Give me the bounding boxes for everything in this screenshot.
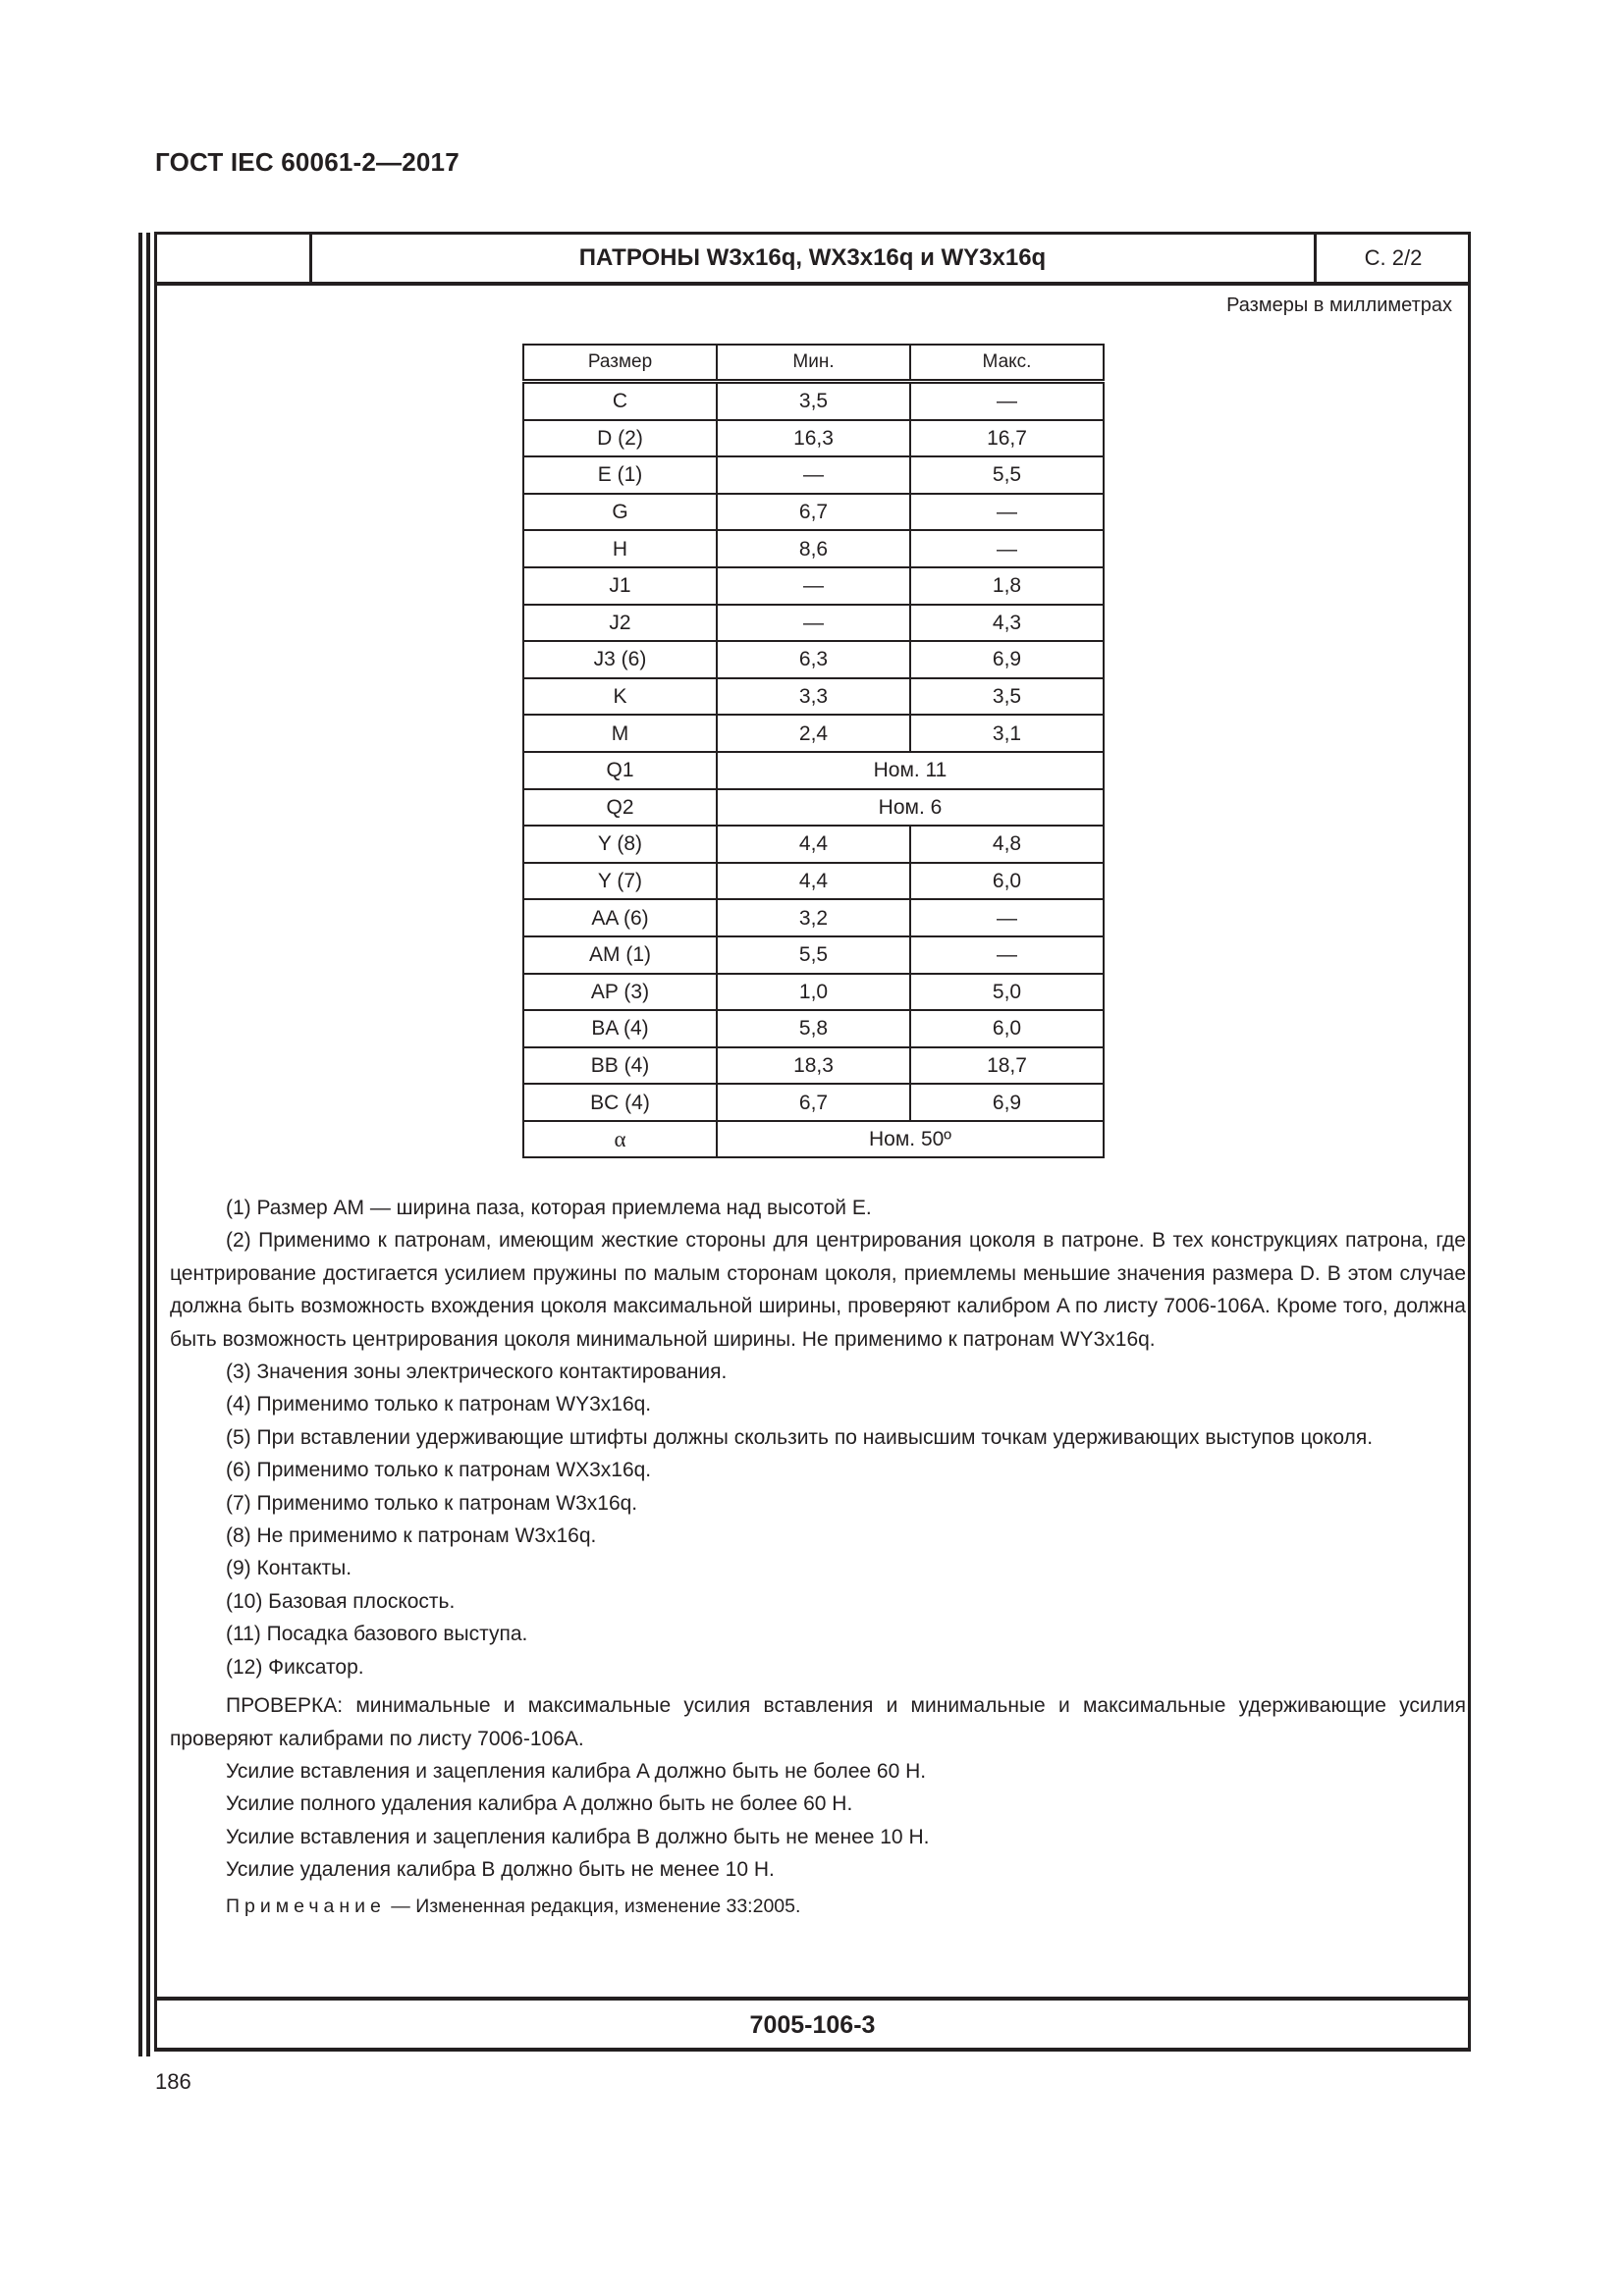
table-row bbox=[523, 1047, 1104, 1085]
standard-code-heading: ГОСТ IEC 60061-2—2017 bbox=[155, 147, 460, 177]
note-2: (2) Применимо к патронам, имеющим жесткие стороны для центрирования цоколя в патроне. В тех конструкциях патрона, где центрирование достигается усилием пружины по малым сторонам цоколя, приемлемы меньшие значения размера D. В этом случае должна быть возможность вхождения цоколя максимальной ширины, проверяют калибром A по листу 7006-106A. Кроме того, должна быть возможность центрирования цоколя минимальной ширины. Не применимо к патронам WY3x16q. bbox=[170, 1229, 1466, 1351]
cell-dimension: Q1 bbox=[523, 752, 717, 789]
table-row bbox=[523, 678, 1104, 716]
cell-dimension: BA (4) bbox=[523, 1010, 717, 1047]
cell-min: 18,3 bbox=[717, 1047, 910, 1085]
cell-min: 4,4 bbox=[717, 826, 910, 863]
cell-max: 6,9 bbox=[910, 1084, 1104, 1121]
table-row bbox=[523, 715, 1104, 752]
notes-section bbox=[170, 1192, 1466, 1923]
cell-dimension: Y (8) bbox=[523, 826, 717, 863]
frame-outer-line-2 bbox=[146, 233, 150, 2056]
note-5: (5) При вставлении удерживающие штифты должны скользить по наивысшим точкам удерживающих выступов цоколя. bbox=[226, 1425, 1374, 1449]
cell-dimension: H bbox=[523, 530, 717, 567]
cell-dimension: AP (3) bbox=[523, 974, 717, 1011]
cell-dimension: C bbox=[523, 382, 717, 420]
cell-dimension: Y (7) bbox=[523, 863, 717, 900]
cell-min: 3,3 bbox=[717, 678, 910, 716]
cell-dimension: E (1) bbox=[523, 456, 717, 494]
table-row bbox=[523, 641, 1104, 678]
cell-max: 5,5 bbox=[910, 456, 1104, 494]
table-row bbox=[523, 382, 1104, 420]
cell-max: — bbox=[910, 899, 1104, 936]
cell-max: — bbox=[910, 530, 1104, 567]
note-12: (12) Фиксатор. bbox=[226, 1655, 364, 1679]
page-number: 186 bbox=[155, 2069, 191, 2094]
cell-max: 4,3 bbox=[910, 605, 1104, 642]
note-6: (6) Применимо только к патронам WX3x16q. bbox=[226, 1459, 652, 1482]
sheet-page-indicator: С. 2/2 bbox=[1364, 245, 1423, 270]
cell-max: 4,8 bbox=[910, 826, 1104, 863]
cell-min: 16,3 bbox=[717, 420, 910, 457]
cell-min: 4,4 bbox=[717, 863, 910, 900]
table-row bbox=[523, 494, 1104, 531]
cell-min: 6,7 bbox=[717, 1084, 910, 1121]
cell-min: — bbox=[717, 456, 910, 494]
table-row bbox=[523, 899, 1104, 936]
table-row bbox=[523, 1121, 1104, 1158]
cell-max: 6,0 bbox=[910, 1010, 1104, 1047]
remark-text: Измененная редакция, изменение 33:2005. bbox=[415, 1895, 801, 1917]
table-row bbox=[523, 826, 1104, 863]
verification-line: Усилие полного удаления калибра A должно быть не более 60 Н. bbox=[226, 1792, 853, 1816]
cell-max: — bbox=[910, 382, 1104, 420]
cell-max: 3,1 bbox=[910, 715, 1104, 752]
verification-paragraph: ПРОВЕРКА: минимальные и максимальные усилия вставления и минимальные и максимальные удерживающие усилия проверяют калибрами по листу 7006-106A. bbox=[170, 1694, 1466, 1750]
table-row bbox=[523, 1010, 1104, 1047]
cell-max: 6,9 bbox=[910, 641, 1104, 678]
cell-dimension-alpha: α bbox=[523, 1121, 717, 1158]
cell-max: 1,8 bbox=[910, 567, 1104, 605]
table-row bbox=[523, 456, 1104, 494]
note-10: (10) Базовая плоскость. bbox=[226, 1589, 456, 1613]
cell-max: — bbox=[910, 494, 1104, 531]
cell-min: 6,7 bbox=[717, 494, 910, 531]
cell-min: 1,0 bbox=[717, 974, 910, 1011]
frame-outer-line-1 bbox=[138, 233, 142, 2056]
units-note: Размеры в миллиметрах bbox=[1226, 294, 1452, 316]
frame-right-border bbox=[1468, 233, 1471, 2052]
cell-min: 6,3 bbox=[717, 641, 910, 678]
verification-line: Усилие вставления и зацепления калибра A должно быть не более 60 Н. bbox=[226, 1759, 927, 1783]
cell-min: 5,5 bbox=[717, 936, 910, 974]
note-4: (4) Применимо только к патронам WY3x16q. bbox=[226, 1393, 652, 1416]
cell-dimension: D (2) bbox=[523, 420, 717, 457]
column-header-max: Макс. bbox=[910, 345, 1104, 382]
cell-dimension: M bbox=[523, 715, 717, 752]
cell-dimension: J2 bbox=[523, 605, 717, 642]
cell-dimension: BB (4) bbox=[523, 1047, 717, 1085]
sheet-title: ПАТРОНЫ W3x16q, WX3x16q и WY3x16q bbox=[578, 244, 1047, 271]
table-row bbox=[523, 936, 1104, 974]
table-header-row bbox=[523, 345, 1104, 382]
cell-min: 5,8 bbox=[717, 1010, 910, 1047]
cell-dimension: Q2 bbox=[523, 789, 717, 827]
cell-min: 8,6 bbox=[717, 530, 910, 567]
cell-nominal: Ном. 6 bbox=[717, 789, 1104, 827]
cell-dimension: J1 bbox=[523, 567, 717, 605]
sheet-code: 7005-106-3 bbox=[749, 2010, 876, 2039]
column-header-min: Мин. bbox=[717, 345, 910, 382]
cell-nominal: Ном. 11 bbox=[717, 752, 1104, 789]
table-row bbox=[523, 420, 1104, 457]
cell-dimension: K bbox=[523, 678, 717, 716]
cell-nominal: Ном. 50º bbox=[717, 1121, 1104, 1158]
dimensions-table bbox=[522, 344, 1105, 1158]
cell-min: 2,4 bbox=[717, 715, 910, 752]
remark bbox=[170, 1891, 1466, 1923]
cell-dimension: J3 (6) bbox=[523, 641, 717, 678]
note-8: (8) Не применимо к патронам W3x16q. bbox=[226, 1524, 597, 1548]
note-1: (1) Размер AM — ширина паза, которая приемлема над высотой E. bbox=[226, 1197, 872, 1219]
cell-min: 3,2 bbox=[717, 899, 910, 936]
remark-label: Примечание bbox=[226, 1895, 386, 1917]
cell-dimension: AA (6) bbox=[523, 899, 717, 936]
note-11: (11) Посадка базового выступа. bbox=[226, 1623, 528, 1646]
cell-max: 3,5 bbox=[910, 678, 1104, 716]
frame-left-border bbox=[154, 233, 157, 2052]
note-7: (7) Применимо только к патронам W3x16q. bbox=[226, 1491, 638, 1515]
table-row bbox=[523, 605, 1104, 642]
verification-line: Усилие удаления калибра B должно быть не менее 10 Н. bbox=[226, 1858, 775, 1882]
table-row bbox=[523, 530, 1104, 567]
cell-dimension: G bbox=[523, 494, 717, 531]
cell-max: — bbox=[910, 936, 1104, 974]
table-row bbox=[523, 789, 1104, 827]
cell-min: 3,5 bbox=[717, 382, 910, 420]
table-row bbox=[523, 974, 1104, 1011]
cell-min: — bbox=[717, 605, 910, 642]
cell-dimension: AM (1) bbox=[523, 936, 717, 974]
cell-max: 5,0 bbox=[910, 974, 1104, 1011]
table-row bbox=[523, 567, 1104, 605]
column-header-dimension: Размер bbox=[523, 345, 717, 382]
cell-max: 18,7 bbox=[910, 1047, 1104, 1085]
cell-dimension: BC (4) bbox=[523, 1084, 717, 1121]
note-3: (3) Значения зоны электрического контактирования. bbox=[226, 1361, 728, 1384]
cell-max: 16,7 bbox=[910, 420, 1104, 457]
table-row bbox=[523, 1084, 1104, 1121]
table-row bbox=[523, 863, 1104, 900]
remark-dash: — bbox=[385, 1895, 416, 1917]
table-row bbox=[523, 752, 1104, 789]
verification-line: Усилие вставления и зацепления калибра B должно быть не менее 10 Н. bbox=[226, 1825, 930, 1848]
cell-min: — bbox=[717, 567, 910, 605]
note-9: (9) Контакты. bbox=[226, 1557, 352, 1580]
cell-max: 6,0 bbox=[910, 863, 1104, 900]
